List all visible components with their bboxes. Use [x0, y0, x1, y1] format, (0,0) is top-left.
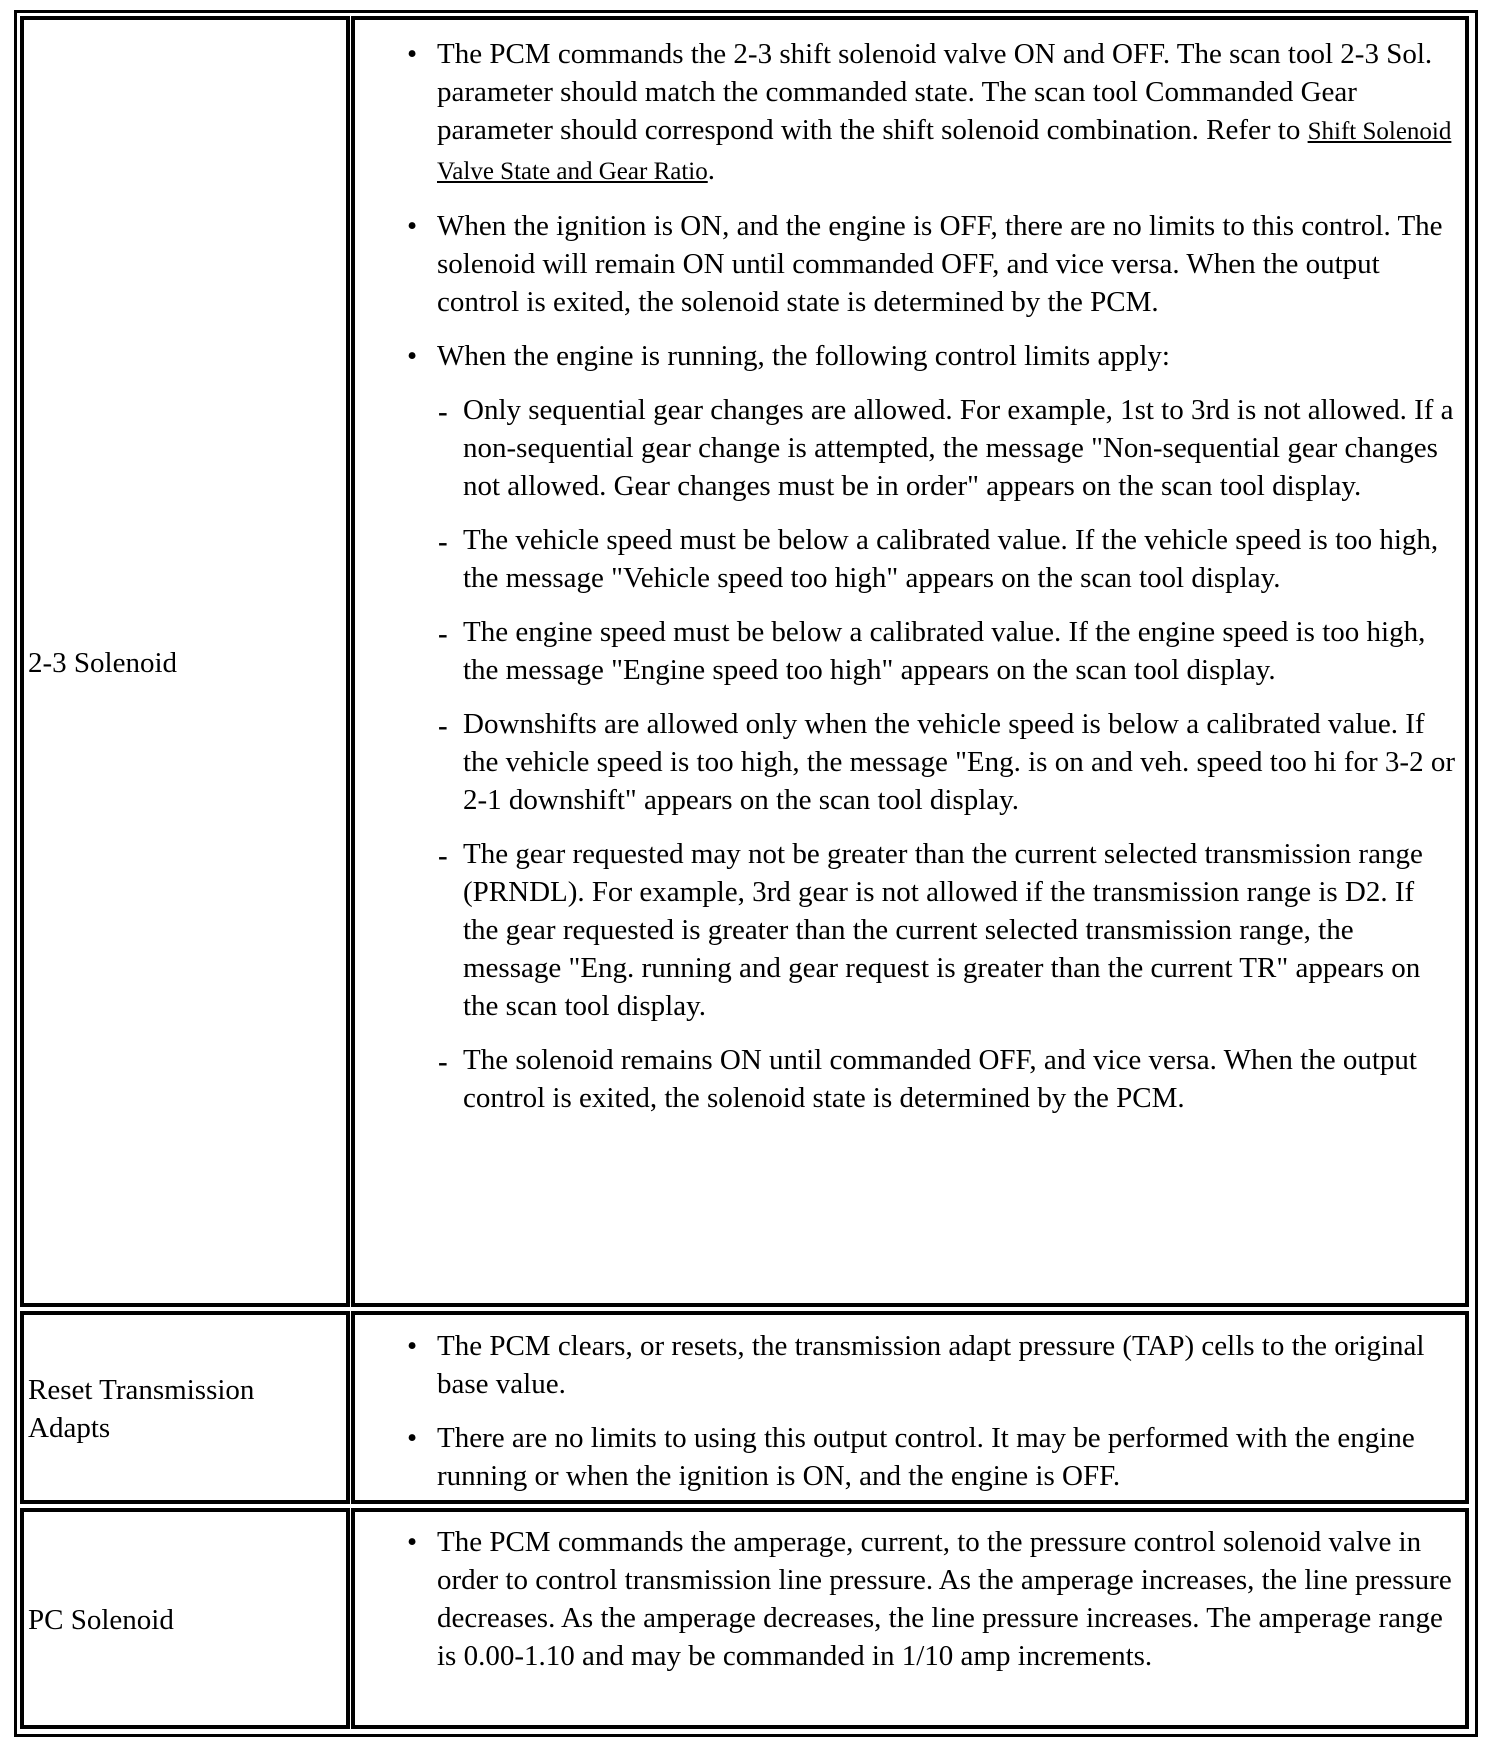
list-item: • There are no limits to using this output control. It may be performed with the engine running or when the ignition is ON, and the engine is OFF.	[355, 1419, 1465, 1495]
row-description-cell	[351, 16, 1469, 1307]
sub-list-item: - The solenoid remains ON until commanded OFF, and vice versa. When the output control is exited, the solenoid state is determined by the PCM.	[436, 1041, 1455, 1117]
row-description-cell	[351, 1508, 1469, 1729]
row-name: Reset Transmission Adapts	[28, 1374, 255, 1444]
row-name: 2-3 Solenoid	[28, 647, 178, 679]
bullet-list	[355, 1523, 1465, 1691]
list-item: • When the engine is running, the following control limits apply: - Only sequential gear changes are allowed. For example, 1st to 3rd is not allowed. If a non-sequential gear change is attempted, the message "Non-sequential gear changes not allowed. Gear changes must be in order" appears on the scan tool display. - The vehicle speed must be below a calibrated value. If the vehicle speed is too high, the message "Vehicle speed too high" appears on the scan tool display. - The engine speed must be below a calibrated value. If the engine speed is too high, the message "Engine speed too high" appears on the scan tool display. - Downshifts are allowed only when the vehicle speed is below a calibrated value. If the vehicle speed is too high, the message "Eng. is on and veh. speed too hi for 3-2 or 2-1 downshift" appears on the scan tool display. - The gear requested may not be greater than the current selected transmission range (PRNDL). For example, 3rd gear is not allowed if the transmission range is D2. If the gear requested is greater than the current selected transmission range, the message "Eng. running and gear request is greater than the current TR" appears on the scan tool display. - The solenoid remains ON until commanded OFF, and vice versa. When the output control is exited, the solenoid state is determined by the PCM.	[355, 337, 1465, 1117]
list-item: • The PCM commands the amperage, current, to the pressure control solenoid valve in order to control transmission line pressure. As the amperage increases, the line pressure decreases. As the amperage decreases, the line pressure increases. The amperage range is 0.00-1.10 and may be commanded in 1/10 amp increments.	[355, 1523, 1465, 1675]
list-item: • The PCM clears, or resets, the transmission adapt pressure (TAP) cells to the original base value.	[355, 1327, 1465, 1403]
row-label-cell	[20, 1508, 350, 1729]
sub-list-item: - The engine speed must be below a calibrated value. If the engine speed is too high, the message "Engine speed too high" appears on the scan tool display.	[436, 613, 1455, 689]
sub-list-item: - Downshifts are allowed only when the vehicle speed is below a calibrated value. If the vehicle speed is too high, the message "Eng. is on and veh. speed too hi for 3-2 or 2-1 downshift" appears on the scan tool display.	[436, 705, 1455, 819]
sub-list-item: - The vehicle speed must be below a calibrated value. If the vehicle speed is too high, the message "Vehicle speed too high" appears on the scan tool display.	[436, 521, 1455, 597]
sub-list-item: - Only sequential gear changes are allowed. For example, 1st to 3rd is not allowed. If a non-sequential gear change is attempted, the message "Non-sequential gear changes not allowed. Gear changes must be in order" appears on the scan tool display.	[436, 391, 1455, 505]
bullet-list	[355, 35, 1465, 1133]
row-label-cell	[20, 1311, 350, 1504]
shift-solenoid-gear-ratio-link[interactable]: Shift Solenoid Valve State and Gear Ratio	[437, 118, 1452, 185]
table-row	[20, 16, 1472, 1307]
list-item: • The PCM commands the 2-3 shift solenoid valve ON and OFF. The scan tool 2-3 Sol. parameter should match the commanded state. The scan tool Commanded Gear parameter should correspond with the shift solenoid combination. Refer to Shift Solenoid Valve State and Gear Ratio.	[355, 35, 1465, 191]
row-description-cell	[351, 1311, 1469, 1504]
bullet-list	[355, 1327, 1465, 1511]
sub-list	[437, 391, 1455, 1117]
table-row	[20, 1508, 1472, 1729]
list-item: • When the ignition is ON, and the engine is OFF, there are no limits to this control. The solenoid will remain ON until commanded OFF, and vice versa. When the output control is exited, the solenoid state is determined by the PCM.	[355, 207, 1465, 321]
sub-list-item: - The gear requested may not be greater than the current selected transmission range (PRNDL). For example, 3rd gear is not allowed if the transmission range is D2. If the gear requested is greater than the current selected transmission range, the message "Eng. running and gear request is greater than the current TR" appears on the scan tool display.	[436, 835, 1455, 1025]
table-row	[20, 1311, 1472, 1504]
row-name: PC Solenoid	[28, 1604, 174, 1636]
row-label-cell	[20, 16, 350, 1307]
